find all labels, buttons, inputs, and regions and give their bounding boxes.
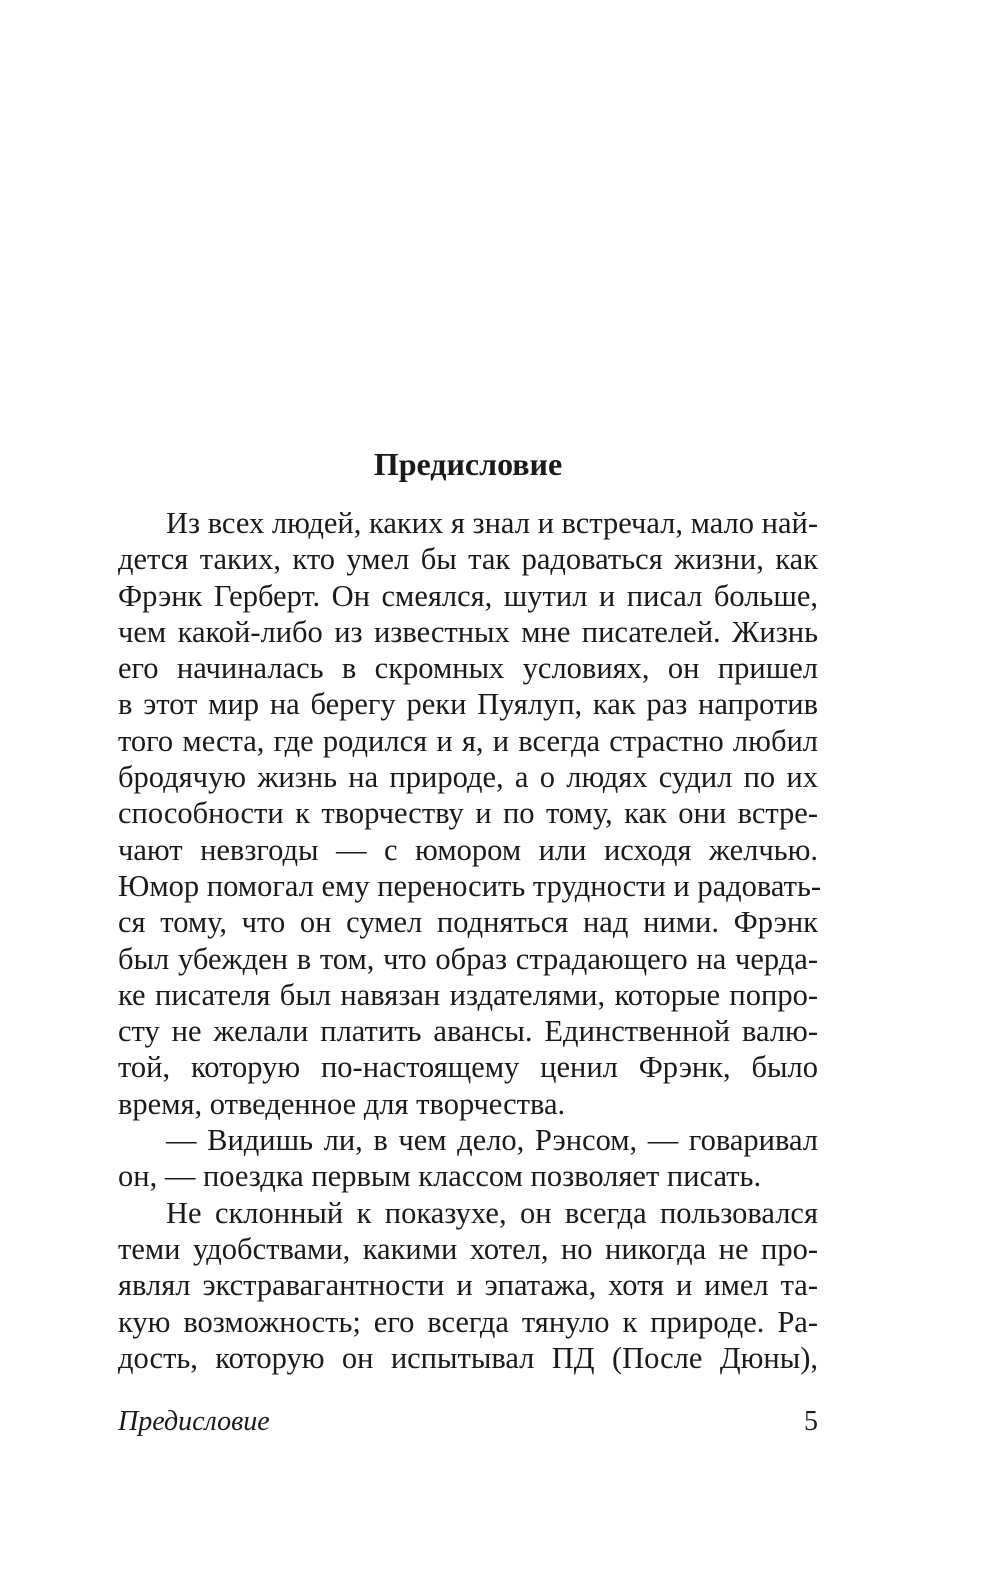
text-line: того места, где родился и я, и всегда страстно любил [118, 723, 818, 758]
text-line: дется таких, кто умел бы так радоваться жизни, как [118, 542, 818, 577]
body-text [118, 505, 822, 1376]
text-line: время, отведенное для творчества. [118, 1086, 566, 1121]
text-line: дость, которую он испытывал ПД (После Дюны), [118, 1340, 818, 1375]
text-line: являл экстравагантности и эпатажа, хотя и имел та- [118, 1268, 818, 1303]
text-line: его начиналась в скромных условиях, он пришел [118, 651, 818, 686]
page-footer [118, 1402, 818, 1442]
text-line: чают невзгоды — с юмором или исходя желчью. [118, 832, 818, 867]
text-line: кую возможность; его всегда тянуло к природе. Ра- [118, 1304, 818, 1339]
text-line: ке писателя был навязан издателями, которые попро- [118, 977, 818, 1012]
book-page [118, 0, 822, 1583]
text-line: — Видишь ли, в чем дело, Рэнсом, — говаривал [166, 1123, 818, 1158]
text-line: той, которую по-настоящему ценил Фрэнк, было [118, 1050, 818, 1085]
chapter-title: Предисловие [373, 446, 563, 482]
page-number: 5 [804, 1406, 818, 1437]
text-line: он, — поездка первым классом позволяет писать. [118, 1159, 762, 1194]
text-line: способности к творчеству и по тому, как они встре- [118, 796, 818, 831]
running-head: Предисловие [118, 1406, 270, 1437]
text-line: Фрэнк Герберт. Он смеялся, шутил и писал больше, [118, 578, 818, 613]
text-line: Не склонный к показухе, он всегда пользовался [166, 1195, 818, 1230]
text-line: сту не желали платить авансы. Единственной валю- [118, 1014, 818, 1049]
text-line: Из всех людей, каких я знал и встречал, мало най- [166, 506, 818, 540]
text-line: ся тому, что он сумел подняться над ними. Фрэнк [118, 905, 818, 940]
text-line: в этот мир на берегу реки Пуялуп, как раз напротив [118, 687, 818, 722]
text-line: чем какой-либо из известных мне писателей. Жизнь [118, 614, 818, 649]
text-line: был убежден в том, что образ страдающего на черда- [118, 941, 818, 976]
text-line: теми удобствами, какими хотел, но никогда не про- [118, 1231, 818, 1266]
text-line: Юмор помогал ему переносить трудности и радовать- [118, 868, 822, 903]
text-line: бродячую жизнь на природе, а о людях судил по их [118, 760, 818, 795]
